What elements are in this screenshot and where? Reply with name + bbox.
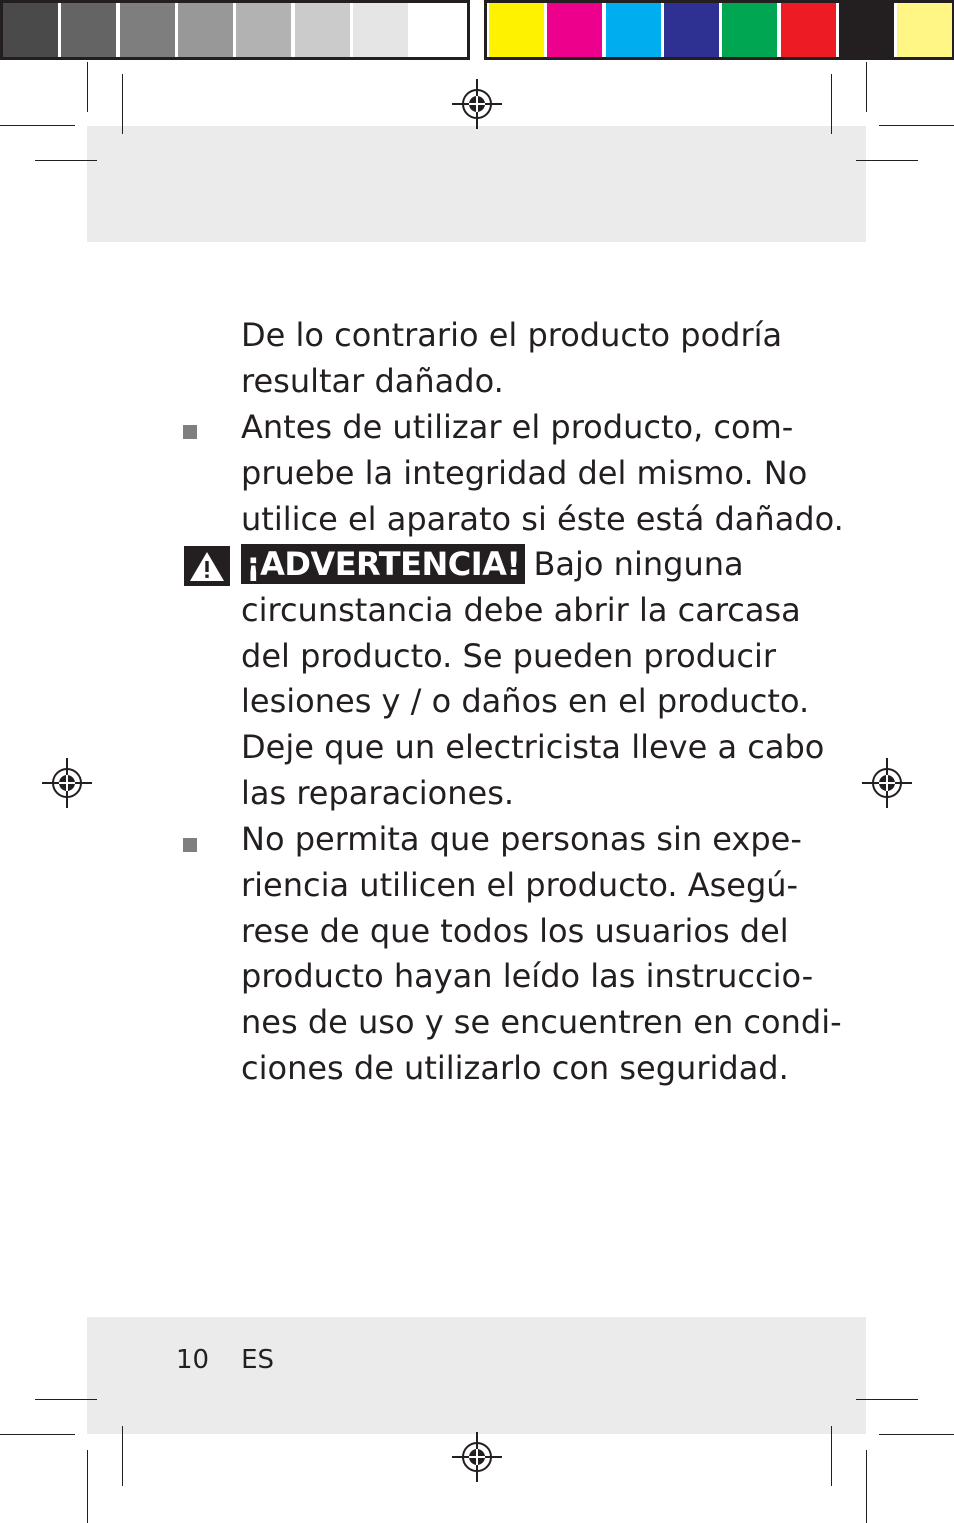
crop-mark [856,1399,918,1400]
registration-mark-icon [42,758,92,808]
color-swatch [489,3,544,57]
bullet-item-users [241,817,842,1092]
gray-swatch [236,3,291,57]
crop-mark [831,74,832,134]
bullet-item-integrity [241,405,844,542]
color-swatch [839,3,894,57]
gray-swatch [353,3,408,57]
registration-mark-icon [862,758,912,808]
text-line: Antes de utilizar el producto, com- [241,408,794,446]
page-number: 10 [176,1345,210,1375]
page-footer [176,1340,306,1380]
text-line: lesiones y / o daños en el producto. [241,682,810,721]
text-line: Bajo ninguna [533,545,744,583]
warning-label: ¡ADVERTENCIA! [241,544,525,584]
crop-mark [122,74,123,134]
gray-swatch [411,3,466,57]
color-calibration-bar [0,0,954,62]
text-line: producto hayan leído las instruccio- [241,957,814,996]
bullet-square-icon [183,838,197,852]
crop-mark [35,1399,97,1400]
gray-swatch [178,3,233,57]
text-line: rese de que todos los usuarios del [241,911,789,950]
text-line: resultar dañado. [241,361,504,400]
registration-mark-icon [452,79,502,129]
crop-mark [879,125,954,126]
text-line: riencia utilicen el producto. Asegú- [241,865,799,904]
text-line: nes de uso y se encuentren en condi- [241,1003,842,1042]
header-band [87,126,866,242]
color-swatch [664,3,719,57]
color-swatch [781,3,836,57]
language-code: ES [241,1345,275,1375]
crop-mark [35,160,97,161]
crop-mark [856,160,918,161]
color-swatch [547,3,602,57]
text-line: De lo contrario el producto podría [241,316,783,354]
text-line: No permita que personas sin expe- [241,820,802,858]
warning-first-line [241,542,824,588]
gray-swatch [120,3,175,57]
crop-mark [866,62,867,112]
gray-swatch [295,3,350,57]
registration-mark-icon [452,1432,502,1482]
bullet-square-icon [183,425,197,439]
crop-mark [87,62,88,112]
crop-mark [122,1426,123,1486]
crop-mark [866,1450,867,1523]
crop-mark [0,125,75,126]
text-line: utilice el aparato si éste está dañado. [241,499,844,538]
color-swatch [722,3,777,57]
warning-triangle-icon [184,546,230,586]
gray-swatch [3,3,58,57]
text-line: pruebe la integridad del mismo. No [241,453,808,492]
text-line: ciones de utilizarlo con seguridad. [241,1048,789,1087]
continuation-paragraph [241,313,782,405]
crop-mark [831,1426,832,1486]
text-line: circunstancia debe abrir la carcasa [241,590,801,629]
text-line: Deje que un electricista lleve a cabo [241,728,825,767]
color-swatch [606,3,661,57]
crop-mark [879,1434,954,1435]
warning-paragraph [241,542,824,817]
gray-swatch [61,3,116,57]
text-line: las reparaciones. [241,773,515,812]
crop-mark [0,1434,75,1435]
crop-mark [87,1450,88,1523]
text-line: del producto. Se pueden producir [241,636,776,675]
color-swatch [897,3,952,57]
